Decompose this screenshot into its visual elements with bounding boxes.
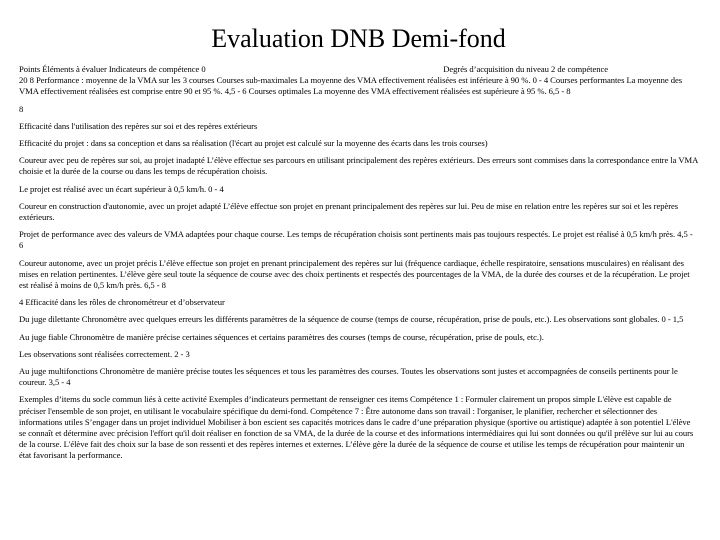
paragraph-coureur-peu-reperes: Coureur avec peu de repères sur soi, au projet inadapté L’élève effectue ses parcours en utilisant principalement des repères extérieurs. Des erreurs sont commises dans la correspondance entre la VMA choisie et la durée de la course ou dans les temps de récupération choisis. [19,155,698,177]
header-left-text: Points Éléments à évaluer Indicateurs de compétence 0 [19,64,206,74]
paragraph-juge-dilettante: Du juge dilettante Chronomètre avec quelques erreurs les différents paramètres de la séquence de course (temps de course, récupération, prise de pouls, etc.). Les observations sont globales. 0 - 1,5 [19,314,684,325]
paragraph-observations: Les observations sont réalisées correctement. 2 - 3 [19,348,190,359]
paragraph-coureur-construction: Coureur en construction d'autonomie, avec un projet adapté L’élève effectue son projet en prenant principalement des repères sur lui. Peu de mise en relation entre les repères sur soi et les repères extérieurs. [19,200,679,223]
document-body [19,64,698,462]
paragraph-ecart-superieur: Le projet est réalisé avec un écart supérieur à 0,5 km/h. 0 - 4 [19,183,224,194]
paragraph-roles: 4 Efficacité dans les rôles de chronométreur et d’observateur [19,297,225,308]
paragraph-efficacite-projet: Efficacité du projet : dans sa conception et dans sa réalisation (l'écart au projet est calculé sur la moyenne des écarts dans les trois courses) [19,138,488,149]
paragraph-projet-performance: Projet de performance avec des valeurs de VMA adaptées pour chaque course. Les temps de récupération choisis sont pertinents mais pas toujours respectés. Le projet est réalisé à 0,5 km/h près. 4,5 - 6 [19,229,693,251]
paragraph-efficacite-reperes: Efficacité dans l'utilisation des repères sur soi et des repères extérieurs [19,120,258,131]
paragraph-performance: 20 8 Performance : moyenne de la VMA sur les 3 courses Courses sub-maximales La moyenne des VMA effectivement réalisées est inférieure à 90 %. 0 - 4 Courses performantes La moyenne des VMA effectivement réalisées est comprise entre 90 et 95 %. 4,5 - 6 Courses optimales La moyenne des VMA effectivement réalisées est supérieure à 95 %. 6,5 - 8 [19,75,683,97]
page-title: Evaluation DNB Demi-fond [211,24,506,53]
paragraph-juge-fiable: Au juge fiable Chronomètre de manière précise certaines séquences et certains paramètres des courses (temps de course, récupération, prise de pouls, etc.). [19,331,544,342]
paragraph-juge-multifonctions: Au juge multifonctions Chronomètre de manière précise toutes les séquences et tous les paramètres des courses. Toutes les observations sont justes et accompagnées de conseils pertinents pour le coureur. 3,5 - 4 [19,366,678,388]
paragraph-coureur-autonome: Coureur autonome, avec un projet précis L’élève effectue son projet en prenant principalement des repères sur lui (fréquence cardiaque, échelle respiratoire, sensations musculaires) en réalisant des mises en relation pertinentes. L’élève gère seul toute la séquence de course avec des choix pertinents et respectés des pourcentages de la VMA, de la durée des courses et de la récupération. Le projet est réalisé à moins de 0,5 km/h près. 6,5 - 8 [19,257,690,291]
header-right-text: Degrés d’acquisition du niveau 2 de compétence [443,64,608,74]
table-header-row [19,64,698,75]
paragraph-socle-commun: Exemples d’items du socle commun liés à cette activité Exemples d’indicateurs permettant de renseigner ces items Compétence 1 : Formuler clairement un propos simple L'élève est capable de préciser l'ensemble de son projet, en utilisant le vocabulaire spécifique du demi-fond. Compétence 7 : Être autonome dans son travail : l'organiser, le planifier, rechercher et sélectionner des informations utiles S’engager dans un projet individuel Mobiliser à bon escient ses capacités motrices dans le cadre d’une préparation physique (sportive ou artistique) adaptée à son potentiel L'élève se connaît et détermine avec précision l'effort qu'il doit réaliser en fonction de sa VMA, de la durée de la course et des informations intermédiaires qui lui sont données ou qu'il prélève sur lui au cours de la course. L'élève fait des choix sur la base de son ressenti et des repères internes et externes. L’élève gère la durée de la séquence de course et utilise les temps de récupération pour maintenir un état favorisant la performance. [19,394,694,461]
paragraph-points: 8 [19,103,24,114]
